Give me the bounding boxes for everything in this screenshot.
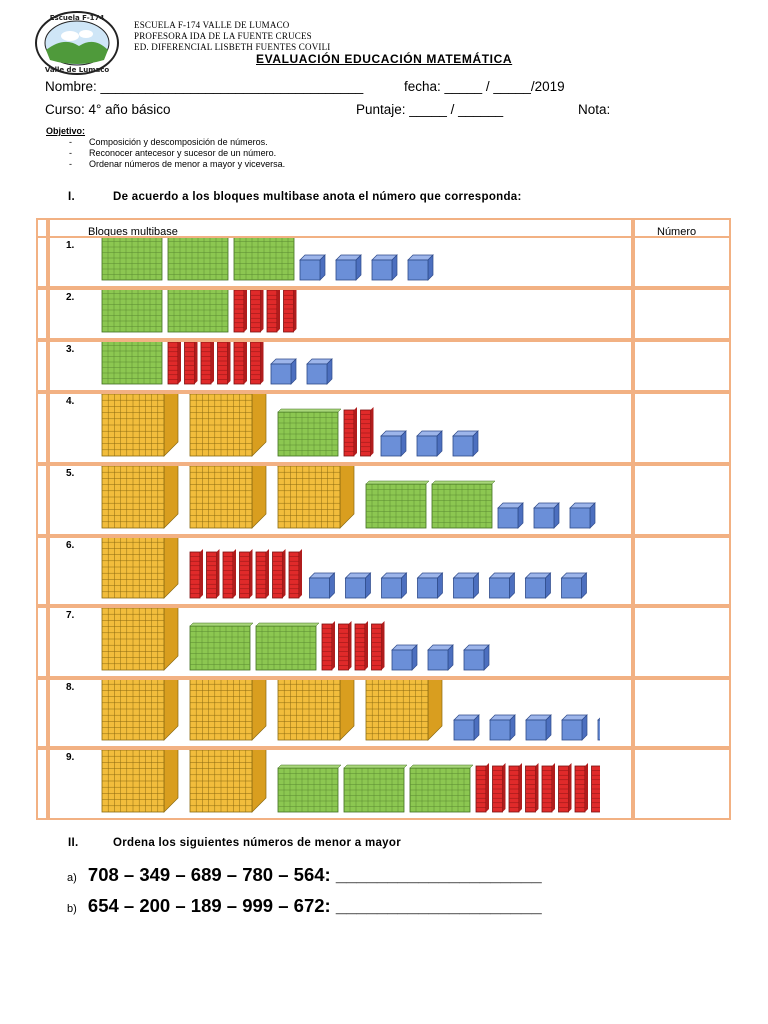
blocks-cell xyxy=(48,606,633,678)
unit-cube xyxy=(454,715,479,740)
answer-cell[interactable] xyxy=(633,606,731,678)
unit-cube xyxy=(562,573,587,598)
ten-rod xyxy=(509,763,522,812)
nombre-field[interactable] xyxy=(45,79,363,94)
thousand-cube xyxy=(102,680,178,740)
ten-rod xyxy=(344,407,357,456)
unit-cube xyxy=(490,715,515,740)
header-label: Número xyxy=(657,226,697,238)
puntaje-label: Puntaje: xyxy=(356,102,410,117)
blocks-cell xyxy=(48,340,633,392)
logo-text-bottom: Valle de Lumaco xyxy=(44,66,110,74)
ten-rod xyxy=(190,549,203,598)
unit-cube xyxy=(562,715,587,740)
row-spacer-cell xyxy=(36,678,48,748)
ten-rod xyxy=(289,549,302,598)
ten-rod xyxy=(201,342,214,384)
blocks-figure xyxy=(100,680,600,746)
objective-label: Objetivo: xyxy=(46,126,86,136)
hundred-flat xyxy=(168,290,231,332)
hundred-flat xyxy=(278,409,341,456)
blocks-figure xyxy=(100,538,600,604)
thousand-cube xyxy=(102,750,178,812)
ten-rod xyxy=(256,549,269,598)
hundred-flat xyxy=(366,481,429,528)
fecha-value: _____ / _____/2019 xyxy=(444,79,565,94)
teacher-name: PROFESORA IDA DE LA FUENTE CRUCES xyxy=(134,31,312,41)
objective-item: - Reconocer antecesor y sucesor de un número. xyxy=(69,148,277,158)
unit-cube xyxy=(534,503,559,528)
ten-rod xyxy=(234,342,247,384)
row-number: 5. xyxy=(66,468,75,479)
answer-cell[interactable] xyxy=(633,340,731,392)
row-number: 7. xyxy=(66,610,75,621)
unit-cube xyxy=(300,255,325,280)
ten-rod xyxy=(592,763,601,812)
ten-rod xyxy=(168,342,181,384)
answer-cell[interactable] xyxy=(633,392,731,464)
answer-cell[interactable] xyxy=(633,464,731,536)
blocks-cell xyxy=(48,464,633,536)
hundred-flat xyxy=(410,765,473,812)
hundred-flat xyxy=(234,238,297,280)
order-item-a[interactable] xyxy=(67,864,542,886)
row-spacer-cell xyxy=(36,288,48,340)
thousand-cube xyxy=(366,680,442,740)
blocks-cell xyxy=(48,536,633,606)
thousand-cube xyxy=(190,466,266,528)
ten-rod xyxy=(223,549,236,598)
row-number: 6. xyxy=(66,540,75,551)
answer-cell[interactable] xyxy=(633,236,731,288)
order-item-label: a) xyxy=(67,872,77,884)
ten-rod xyxy=(355,621,368,670)
order-item-label: b) xyxy=(67,903,77,915)
ten-rod xyxy=(493,763,506,812)
unit-cube xyxy=(417,431,442,456)
thousand-cube xyxy=(190,394,266,456)
order-item-b[interactable] xyxy=(67,895,542,917)
fecha-field[interactable] xyxy=(404,79,565,94)
ten-rod xyxy=(526,763,539,812)
hundred-flat xyxy=(102,238,165,280)
ten-rod xyxy=(542,763,555,812)
blocks-figure xyxy=(100,342,600,390)
unit-cube xyxy=(526,715,551,740)
blocks-cell xyxy=(48,288,633,340)
unit-cube xyxy=(372,255,397,280)
table-header-corner xyxy=(36,218,48,238)
ten-rod xyxy=(476,763,489,812)
answer-cell[interactable] xyxy=(633,536,731,606)
school-name: ESCUELA F-174 VALLE DE LUMACO xyxy=(134,20,290,30)
row-number: 1. xyxy=(66,240,75,251)
row-spacer-cell xyxy=(36,536,48,606)
row-spacer-cell xyxy=(36,464,48,536)
order-item-text: 708 – 349 – 689 – 780 – 564: ____________________ xyxy=(87,864,542,885)
row-spacer-cell xyxy=(36,340,48,392)
ten-rod xyxy=(240,549,253,598)
blocks-cell xyxy=(48,392,633,464)
ten-rod xyxy=(185,342,198,384)
row-number: 4. xyxy=(66,396,75,407)
fecha-label: fecha: xyxy=(404,79,445,94)
ten-rod xyxy=(361,407,374,456)
unit-cube xyxy=(428,645,453,670)
nombre-blank: ___________________________________ xyxy=(100,79,364,94)
blocks-figure xyxy=(100,290,600,338)
unit-cube xyxy=(490,573,515,598)
blocks-figure xyxy=(100,238,600,286)
ten-rod xyxy=(559,763,572,812)
table-header-number xyxy=(633,218,731,238)
puntaje-value: _____ / ______ xyxy=(409,102,504,117)
ten-rod xyxy=(218,342,231,384)
ten-rod xyxy=(267,290,280,332)
order-item-text: 654 – 200 – 189 – 999 – 672: ____________________ xyxy=(87,895,542,916)
section-2-numeral: II. xyxy=(68,837,79,849)
unit-cube xyxy=(392,645,417,670)
thousand-cube xyxy=(102,466,178,528)
ten-rod xyxy=(251,342,264,384)
row-number: 9. xyxy=(66,752,75,763)
row-spacer-cell xyxy=(36,606,48,678)
unit-cube xyxy=(381,431,406,456)
ten-rod xyxy=(372,621,385,670)
ten-rod xyxy=(575,763,588,812)
thousand-cube xyxy=(102,608,178,670)
logo-text-top: Escuela F-174 xyxy=(49,14,105,22)
unit-cube xyxy=(526,573,551,598)
blocks-cell xyxy=(48,748,633,820)
nota-label[interactable]: Nota: xyxy=(578,102,611,117)
unit-cube xyxy=(408,255,433,280)
row-number: 8. xyxy=(66,682,75,693)
blocks-figure xyxy=(100,608,600,676)
curso-field xyxy=(45,102,170,117)
thousand-cube xyxy=(278,466,354,528)
nombre-label: Nombre: xyxy=(45,79,101,94)
answer-cell[interactable] xyxy=(633,748,731,820)
ten-rod xyxy=(273,549,286,598)
puntaje-field[interactable] xyxy=(356,102,503,117)
unit-cube xyxy=(307,359,332,384)
ten-rod xyxy=(207,549,220,598)
row-number: 3. xyxy=(66,344,75,355)
curso-label: Curso: xyxy=(45,102,89,117)
hundred-flat xyxy=(190,623,253,670)
unit-cube xyxy=(570,503,595,528)
blocks-cell xyxy=(48,678,633,748)
blocks-cell xyxy=(48,236,633,288)
unit-cube xyxy=(418,573,443,598)
answer-cell[interactable] xyxy=(633,288,731,340)
unit-cube xyxy=(271,359,296,384)
table-header-blocks xyxy=(48,218,633,238)
row-spacer-cell xyxy=(36,392,48,464)
objective-item: - Composición y descomposición de números. xyxy=(69,137,268,147)
hundred-flat xyxy=(102,342,165,384)
blocks-figure xyxy=(100,394,600,462)
unit-cube xyxy=(464,645,489,670)
section-1-instruction: De acuerdo a los bloques multibase anota el número que corresponda: xyxy=(113,191,522,203)
section-1-numeral: I. xyxy=(68,191,75,203)
curso-value: 4° año básico xyxy=(88,102,171,117)
answer-cell[interactable] xyxy=(633,678,731,748)
hundred-flat xyxy=(168,238,231,280)
ten-rod xyxy=(251,290,264,332)
thousand-cube xyxy=(190,750,266,812)
unit-cube xyxy=(453,431,478,456)
page-title: EVALUACIÓN EDUCACIÓN MATEMÁTICA xyxy=(256,52,513,66)
ten-rod xyxy=(284,290,297,332)
row-spacer-cell xyxy=(36,748,48,820)
objective-item: - Ordenar números de menor a mayor y viceversa. xyxy=(69,159,286,169)
section-2-instruction: Ordena los siguientes números de menor a mayor xyxy=(113,837,401,849)
unit-cube xyxy=(310,573,335,598)
hundred-flat xyxy=(432,481,495,528)
unit-cube xyxy=(336,255,361,280)
hundred-flat xyxy=(344,765,407,812)
hundred-flat xyxy=(102,290,165,332)
ten-rod xyxy=(234,290,247,332)
thousand-cube xyxy=(102,538,178,598)
blocks-figure xyxy=(100,750,600,818)
unit-cube xyxy=(346,573,371,598)
unit-cube xyxy=(454,573,479,598)
blocks-figure xyxy=(100,466,600,534)
unit-cube xyxy=(598,715,600,740)
header-label: Bloques multibase xyxy=(88,226,178,238)
ten-rod xyxy=(322,621,335,670)
row-spacer-cell xyxy=(36,236,48,288)
special-ed-teacher: ED. DIFERENCIAL LISBETH FUENTES COVILI xyxy=(134,42,331,52)
hundred-flat xyxy=(278,765,341,812)
unit-cube xyxy=(498,503,523,528)
school-logo xyxy=(34,10,120,76)
thousand-cube xyxy=(102,394,178,456)
ten-rod xyxy=(339,621,352,670)
hundred-flat xyxy=(256,623,319,670)
blocks-table xyxy=(36,218,731,820)
row-number: 2. xyxy=(66,292,75,303)
thousand-cube xyxy=(278,680,354,740)
thousand-cube xyxy=(190,680,266,740)
unit-cube xyxy=(382,573,407,598)
